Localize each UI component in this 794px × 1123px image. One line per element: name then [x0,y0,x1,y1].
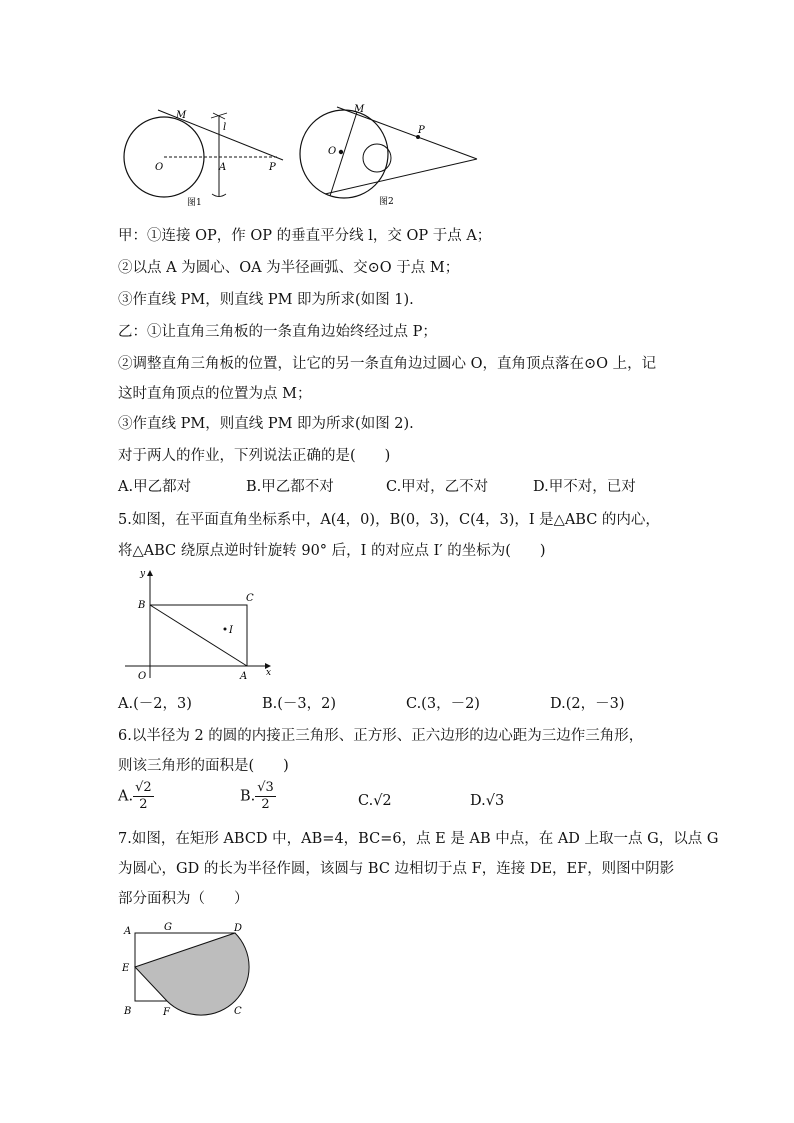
q5-label-i: I [229,625,233,636]
fig1-label-a: A [219,162,227,173]
q5-coordinate-figure [120,563,280,683]
q6-option-c-label: C. [358,793,374,809]
q7-line-1: 7.如图，在矩形 ABCD 中，AB=4，BC=6，点 E 是 AB 中点，在 AD 上取一点 G，以点 G [118,831,719,847]
q6-option-d [470,791,504,811]
q5-label-c: C [246,593,254,604]
fig2-small-circle [363,144,391,172]
q5-label-o: O [138,671,147,682]
q7-label-g: G [164,922,172,933]
q6-option-d-value: √3 [485,793,505,809]
fig2-caption: 图2 [379,197,394,207]
q7-label-c: C [234,1006,242,1017]
q7-label-d: D [234,923,243,934]
fig2-label-m: M [354,104,365,115]
q7-label-b: B [124,1006,132,1017]
q6-option-a-label: A. [118,788,134,805]
q5-incenter-dot [224,628,227,631]
q5-line-2: 将△ABC 绕原点逆时针旋转 90° 后，I 的对应点 I′ 的坐标为( ) [118,543,546,559]
jia-step-1: 甲：①连接 OP，作 OP 的垂直平分线 l，交 OP 于点 A； [118,228,492,244]
q5-label-a: A [240,671,248,682]
jia-step-3: ③作直线 PM，则直线 PM 即为所求(如图 1). [118,292,414,308]
q4-option-d: D.甲不对，已对 [533,479,636,495]
q7-shaded-region [135,933,249,1015]
figure-1 [118,104,293,209]
yi-step-2b: 这时直角顶点的位置为点 M； [118,386,312,402]
q7-label-a: A [124,926,132,937]
fig2-label-p: P [418,125,425,136]
fig1-label-o: O [155,162,164,173]
q7-label-f: F [163,1007,170,1018]
yi-step-2a: ②调整直角三角板的位置，让它的另一条直角边过圆心 O，直角顶点落在⊙O 上，记 [118,356,657,372]
q4-option-b: B.甲乙都不对 [246,479,334,495]
q5-option-a: A.(－2，3) [118,696,192,712]
q6-option-a-numerator: √2 [135,780,152,795]
figure-2 [297,102,482,209]
q6-line-2: 则该三角形的面积是( ) [118,758,289,774]
q4-option-c: C.甲对，乙不对 [386,479,489,495]
q7-label-e: E [122,963,130,974]
yi-step-1: 乙：①让直角三角板的一条直角边始终经过点 P； [118,324,437,340]
q6-option-b [240,780,276,813]
fig2-center-dot [339,150,343,154]
q4-option-a: A.甲乙都对 [118,479,192,495]
q6-line-1: 6.以半径为 2 的圆的内接正三角形、正方形、正六边形的边心距为三边作三角形， [118,728,644,744]
q5-line-1: 5.如图，在平面直角坐标系中，A(4，0)，B(0，3)，C(4，3)，I 是△ABC 的内心， [118,512,660,528]
q6-option-b-numerator: √3 [257,780,274,795]
q5-option-d: D.(2，－3) [550,696,625,712]
q5-option-b: B.(－3，2) [262,696,337,712]
q6-option-d-label: D. [470,793,486,809]
q5-label-x: x [266,668,272,678]
fig2-label-o: O [328,146,337,157]
q6-option-b-label: B. [240,788,256,805]
fig1-label-p: P [269,162,276,173]
fig1-label-l: l [223,122,227,133]
q4-stem: 对于两人的作业，下列说法正确的是( ) [118,448,391,464]
yi-step-3: ③作直线 PM，则直线 PM 即为所求(如图 2). [118,416,414,432]
q6-option-c-value: √2 [373,793,392,809]
q7-line-2: 为圆心，GD 的长为半径作圆，该圆与 BC 边相切于点 F，连接 DE，EF，则图中阴影 [118,861,675,877]
q6-option-a [118,780,154,813]
q6-option-a-denominator: 2 [139,797,148,812]
q5-label-b: B [138,600,146,611]
q7-rectangle-figure [118,918,253,1023]
q5-label-y: y [140,569,146,579]
fig1-caption: 图1 [187,198,202,208]
jia-step-2: ②以点 A 为圆心、OA 为半径画弧、交⊙O 于点 M； [118,260,460,276]
q7-line-3: 部分面积为（ ） [118,891,249,907]
fig1-label-m: M [176,110,187,121]
q6-option-c [358,791,392,811]
q6-option-b-denominator: 2 [261,797,270,812]
q5-option-c: C.(3，－2) [406,696,480,712]
fig2-line-bottom [325,159,477,194]
